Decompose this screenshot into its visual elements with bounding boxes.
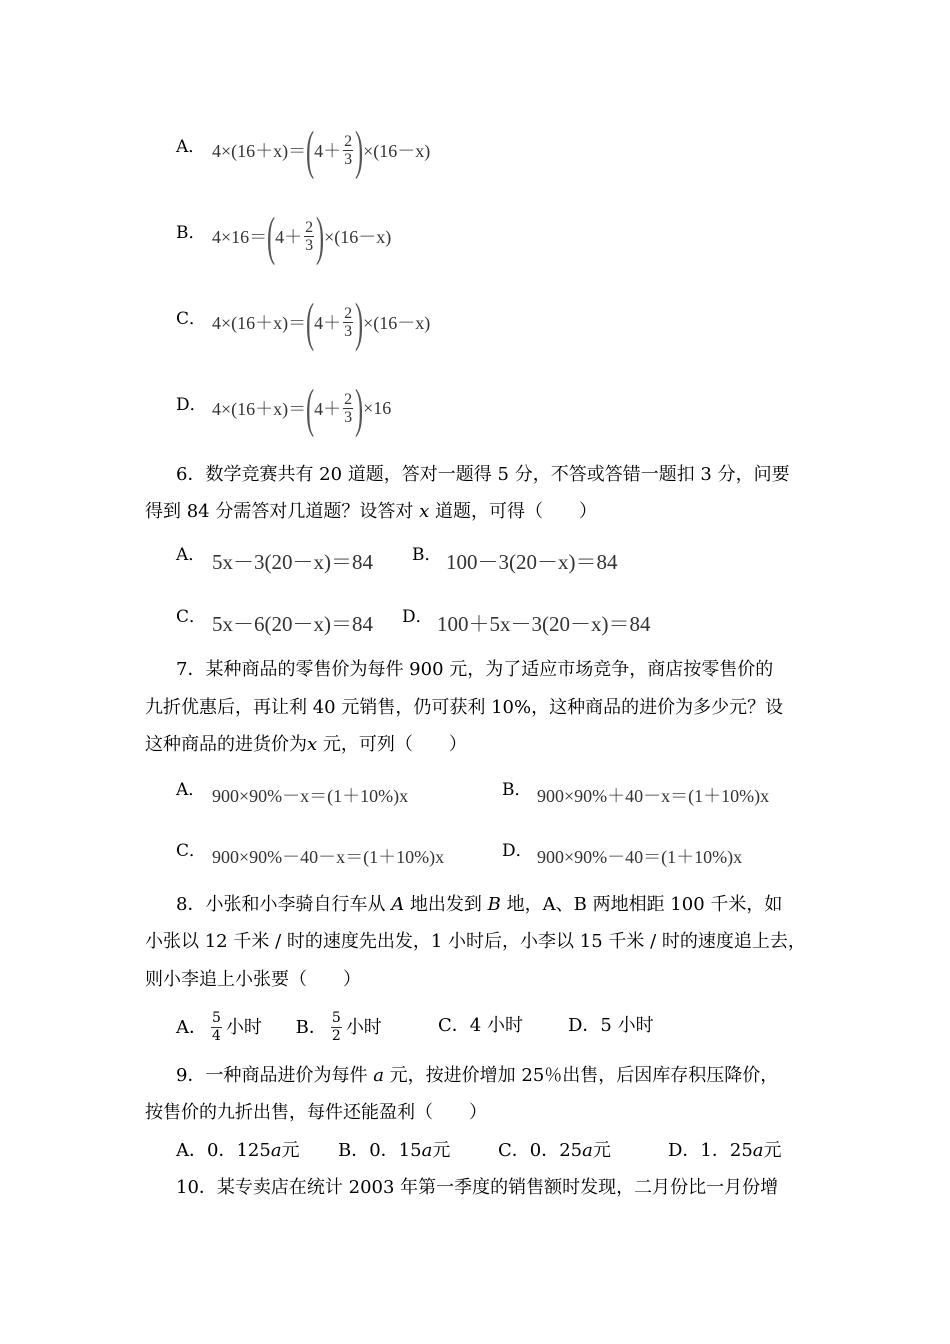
fraction: [343, 391, 353, 426]
q7-option-b-label: B．: [502, 780, 532, 800]
q9-option-d: D．1．25a元: [668, 1140, 782, 1161]
left-paren: (: [306, 120, 315, 180]
denominator: 3: [344, 150, 353, 168]
q8-line1: 8．小张和小李骑自行车从 A 地出发到 B 地，A、B 两地相距 100 千米，如: [176, 894, 783, 915]
inner-prefix: 4＋: [275, 227, 303, 247]
q10-line1: 10．某专卖店在统计 2003 年第一季度的销售额时发现，二月份比一月份增: [176, 1177, 779, 1198]
equation-right-side: ×(16－x): [324, 227, 392, 247]
fraction: [343, 133, 353, 168]
equation-left-side: 4×(16＋x)＝: [212, 141, 307, 161]
equation-left-side: 4×(16＋x)＝: [212, 399, 307, 419]
numerator: 2: [344, 390, 353, 408]
q8-option-c: C．4 小时: [438, 1015, 523, 1036]
q9-option-b: B．0．15a元: [338, 1140, 451, 1161]
q7-option-b-equation: 900×90%＋40－x＝(1＋10%)x: [537, 786, 770, 806]
right-paren: ): [355, 292, 364, 352]
q6-option-a-label: A．: [176, 545, 206, 565]
left-paren: (: [306, 378, 315, 438]
equation-left-side: 4×(16＋x)＝: [212, 313, 307, 333]
equation-right-side: ×(16－x): [363, 141, 431, 161]
numerator: 2: [305, 218, 314, 236]
q6-option-a-equation: 5x－3(20－x)＝84: [212, 550, 373, 574]
q9-line2: 按售价的九折出售，每件还能盈利（ ）: [145, 1102, 487, 1123]
q6-option-d-label: D．: [402, 607, 433, 627]
inner-prefix: 4＋: [314, 141, 342, 161]
q9-option-c: C．0．25a元: [498, 1140, 611, 1161]
q7-line1: 7．某种商品的零售价为每件 900 元，为了适应市场竞争，商店按零售价的: [176, 659, 774, 680]
numerator: 2: [344, 304, 353, 322]
equation-right-side: ×(16－x): [363, 313, 431, 333]
left-paren: (: [306, 292, 315, 352]
right-paren: ): [355, 378, 364, 438]
fraction: [343, 305, 353, 340]
numerator: 2: [344, 132, 353, 150]
q7-line2: 九折优惠后，再让利 40 元销售，仍可获利 10%，这种商品的进价为多少元？设: [145, 697, 784, 718]
inner-prefix: 4＋: [314, 399, 342, 419]
q7-option-c-label: C．: [176, 841, 207, 861]
q6-option-d-equation: 100＋5x－3(20－x)＝84: [437, 612, 651, 636]
denominator: 3: [305, 236, 314, 254]
q8-option-d: D．5 小时: [568, 1015, 654, 1036]
q5-option-c-label: C．: [176, 309, 207, 329]
q5-option-b-equation: [212, 206, 392, 266]
left-paren: (: [267, 206, 276, 266]
q6-option-b-label: B．: [412, 545, 442, 565]
q6-line2: 得到 84 分需答对几道题？设答对 x 道题，可得（ ）: [145, 501, 597, 522]
q5-option-a-equation: [212, 120, 431, 180]
right-paren: ): [355, 120, 364, 180]
q5-option-d-label: D．: [176, 395, 207, 415]
right-paren: ): [316, 206, 325, 266]
q6-option-b-equation: 100－3(20－x)＝84: [446, 550, 618, 574]
q5-option-a-label: A．: [176, 137, 206, 157]
q8-option-a: A． $\frac{5}{4}$ 小时: [176, 1010, 262, 1044]
q6-option-c-equation: 5x－6(20－x)＝84: [212, 612, 373, 636]
denominator: 3: [344, 408, 353, 426]
equation-right-side: ×16: [363, 397, 392, 418]
equation-left-side: 4×16＝: [212, 227, 268, 247]
fraction: [304, 219, 314, 254]
q7-option-c-equation: 900×90%－40－x＝(1＋10%)x: [212, 847, 445, 867]
q6-line1: 6．数学竞赛共有 20 道题，答对一题得 5 分，不答或答错一题扣 3 分，问要: [176, 464, 790, 485]
q9-line1: 9．一种商品进价为每件 a 元，按进价增加 25％出售，后因库存积压降价，: [176, 1065, 779, 1086]
q7-option-d-label: D．: [502, 841, 533, 861]
q7-option-a-equation: 900×90%－x＝(1＋10%)x: [212, 786, 409, 806]
q8-options: [176, 1010, 382, 1045]
q5-option-b-label: B．: [176, 223, 206, 243]
q5-option-d-equation: [212, 378, 392, 438]
denominator: 3: [344, 322, 353, 340]
q9-option-a: A．0．125a元: [176, 1140, 300, 1161]
q7-option-a-label: A．: [176, 780, 206, 800]
q6-option-c-label: C．: [176, 607, 207, 627]
q7-option-d-equation: 900×90%－40＝(1＋10%)x: [537, 847, 743, 867]
q8-line2: 小张以 12 千米 / 时的速度先出发，1 小时后，小李以 15 千米 / 时的速度追上去，: [145, 931, 806, 952]
q5-option-c-equation: [212, 292, 431, 352]
q7-line3: 这种商品的进货价为x 元，可列（ ）: [145, 734, 467, 755]
inner-prefix: 4＋: [314, 313, 342, 333]
q8-line3: 则小李追上小张要（ ）: [145, 969, 361, 990]
q8-option-b: B． $\frac{5}{2}$ 小时: [295, 1010, 382, 1044]
